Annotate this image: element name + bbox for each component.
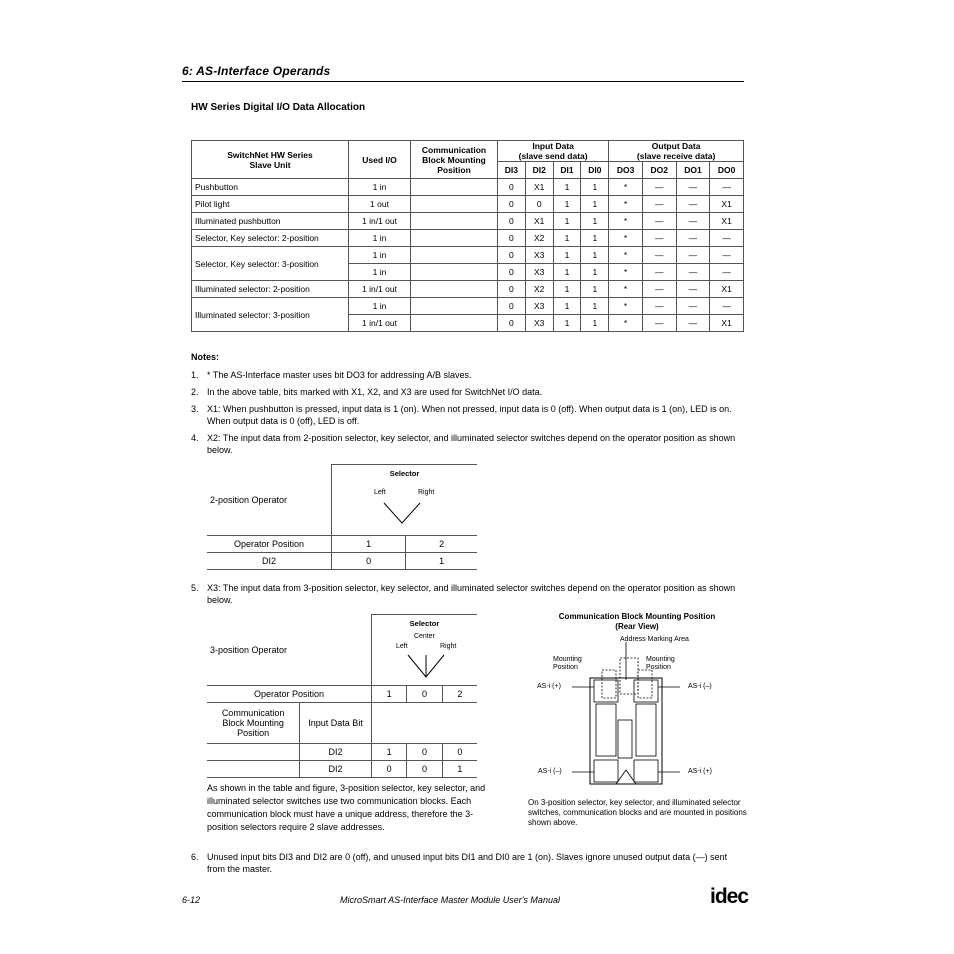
cell-bit: 0 xyxy=(498,179,526,196)
cell-bit: X1 xyxy=(710,196,744,213)
cell-used-io: 1 in/1 out xyxy=(349,315,411,332)
cell-bit: 1 xyxy=(581,230,609,247)
rear-view-diagram xyxy=(560,640,690,790)
header-bit: DI3 xyxy=(498,162,526,179)
header-slave-unit: SwitchNet HW Series Slave Unit xyxy=(192,141,349,179)
position-value: 2 xyxy=(406,536,477,553)
cell-used-io: 1 in xyxy=(349,247,411,264)
cell-bit: * xyxy=(609,196,643,213)
cell-bit: 1 xyxy=(553,196,581,213)
cell-bit: * xyxy=(609,315,643,332)
cell-bit: — xyxy=(642,196,676,213)
cell-used-io: 1 in/1 out xyxy=(349,281,411,298)
cell-bit: X3 xyxy=(525,247,553,264)
cell-slave-unit: Selector, Key selector: 3-position xyxy=(192,247,349,281)
note-text: Unused input bits DI3 and DI2 are 0 (off), and unused input bits DI1 and DI0 are 1 (on). Slaves ignore unused output data (—) sent from the master. xyxy=(207,852,728,874)
table-row xyxy=(192,298,744,315)
note-item xyxy=(191,432,744,458)
cell-used-io: 1 in/1 out xyxy=(349,213,411,230)
cell-bit: 0 xyxy=(498,298,526,315)
cell-comm-block xyxy=(411,230,498,247)
page-number: 6-12 xyxy=(182,895,201,905)
cell-bit: — xyxy=(642,281,676,298)
figure-title: Communication Block Mounting Position (Rear View) xyxy=(558,612,716,631)
two-position-table xyxy=(207,464,477,570)
mounting-left-label: Mounting Position xyxy=(553,656,582,671)
header-output-data: Output Data (slave receive data) xyxy=(609,141,744,162)
cell-bit: 1 xyxy=(553,213,581,230)
cell-bit: 1 xyxy=(581,264,609,281)
cell-bit: — xyxy=(710,264,744,281)
note-text: X1: When pushbutton is pressed, input data is 1 (on). When not pressed, input data is 0 (off). When output data is 1 (on), LED is on. When output data is 0 (off), LED is off. xyxy=(207,404,732,426)
cell-bit: — xyxy=(642,264,676,281)
cell-slave-unit: Illuminated selector: 3-position xyxy=(192,298,349,332)
selector-diagram xyxy=(371,615,477,686)
right-label: Right xyxy=(439,643,457,650)
header-input-data: Input Data (slave send data) xyxy=(498,141,609,162)
cell-bit: X3 xyxy=(525,315,553,332)
header-bit: DI1 xyxy=(553,162,581,179)
selector-diagram xyxy=(332,465,478,536)
cell-bit: — xyxy=(676,281,710,298)
operator-position-label: Operator Position xyxy=(207,536,332,553)
cell-bit: X1 xyxy=(710,213,744,230)
cell-bit: 1 xyxy=(553,264,581,281)
note-number: 1. xyxy=(191,370,199,380)
cell-bit: X1 xyxy=(710,315,744,332)
cell-bit: * xyxy=(609,213,643,230)
comm-block-cell xyxy=(207,744,300,761)
center-label: Center xyxy=(413,633,435,640)
position-value: 0 xyxy=(407,686,442,703)
header-used-io: Used I/O xyxy=(349,141,411,179)
cell-slave-unit: Illuminated pushbutton xyxy=(192,213,349,230)
cell-bit: * xyxy=(609,298,643,315)
bit-value: 0 xyxy=(442,744,477,761)
bit-value: 1 xyxy=(442,761,477,778)
cell-comm-block xyxy=(411,179,498,196)
bit-value: 0 xyxy=(407,761,442,778)
asi-minus-top-label: AS-i (–) xyxy=(688,683,712,690)
cell-bit: * xyxy=(609,264,643,281)
cell-bit: X1 xyxy=(525,179,553,196)
empty-cell xyxy=(371,703,477,744)
cell-bit: 0 xyxy=(498,196,526,213)
header-bit: DO3 xyxy=(609,162,643,179)
cell-bit: — xyxy=(642,315,676,332)
right-label: Right xyxy=(418,489,435,496)
left-label: Left xyxy=(395,643,408,650)
cell-bit: 0 xyxy=(498,213,526,230)
cell-bit: — xyxy=(642,213,676,230)
cell-bit: — xyxy=(676,179,710,196)
note-text: X3: The input data from 3-position selector, key selector, and illuminated selector switches depend on the operator position as shown below. xyxy=(207,583,736,605)
cell-bit: * xyxy=(609,230,643,247)
cell-used-io: 1 in xyxy=(349,230,411,247)
address-area-label: Address Marking Area xyxy=(620,636,689,643)
header-bit: DO2 xyxy=(642,162,676,179)
cell-bit: 0 xyxy=(498,247,526,264)
cell-bit: — xyxy=(710,230,744,247)
cell-bit: — xyxy=(676,264,710,281)
bit-value: 1 xyxy=(371,744,406,761)
cell-comm-block xyxy=(411,213,498,230)
cell-bit: — xyxy=(642,230,676,247)
title-rule xyxy=(182,81,744,82)
bit-value: 0 xyxy=(371,761,406,778)
table-row xyxy=(192,281,744,298)
bit-value: 0 xyxy=(407,744,442,761)
table-row xyxy=(192,230,744,247)
cell-slave-unit: Pushbutton xyxy=(192,179,349,196)
note-number: 3. xyxy=(191,404,199,414)
cell-bit: 1 xyxy=(553,230,581,247)
note-item xyxy=(191,851,744,877)
cell-used-io: 1 in xyxy=(349,264,411,281)
di-value: 1 xyxy=(406,553,477,570)
cell-bit: X3 xyxy=(525,264,553,281)
cell-bit: 0 xyxy=(498,315,526,332)
note-text: * The AS-Interface master uses bit DO3 for addressing A/B slaves. xyxy=(207,370,472,380)
cell-bit: X1 xyxy=(710,281,744,298)
cell-bit: 0 xyxy=(498,264,526,281)
three-position-table xyxy=(207,614,477,778)
header-bit: DI0 xyxy=(581,162,609,179)
table-row xyxy=(192,196,744,213)
cell-bit: 1 xyxy=(553,281,581,298)
di-label: DI2 xyxy=(207,553,332,570)
note-number: 4. xyxy=(191,433,199,443)
note-item xyxy=(191,369,744,383)
table-heading: HW Series Digital I/O Data Allocation xyxy=(191,102,366,113)
cell-bit: X1 xyxy=(525,213,553,230)
note-item xyxy=(191,386,744,400)
cell-bit: X2 xyxy=(525,230,553,247)
header-comm-block: Communication Block Mounting Position xyxy=(411,141,498,179)
notes-label: Notes: xyxy=(191,352,220,362)
operator-label: 2-position Operator xyxy=(207,465,332,536)
position-value: 1 xyxy=(332,536,406,553)
cell-slave-unit: Pilot light xyxy=(192,196,349,213)
cell-bit: 1 xyxy=(581,247,609,264)
cell-bit: — xyxy=(642,247,676,264)
table-row xyxy=(192,179,744,196)
cell-bit: — xyxy=(676,298,710,315)
comm-block-cell xyxy=(207,761,300,778)
cell-bit: 1 xyxy=(581,315,609,332)
input-bit-label: Input Data Bit xyxy=(300,703,372,744)
operator-position-label: Operator Position xyxy=(207,686,371,703)
asi-minus-bottom-label: AS-i (–) xyxy=(538,768,562,775)
cell-bit: 1 xyxy=(581,179,609,196)
bit-label: DI2 xyxy=(300,761,372,778)
cell-slave-unit: Illuminated selector: 2-position xyxy=(192,281,349,298)
cell-bit: X2 xyxy=(525,281,553,298)
io-allocation-table xyxy=(191,140,744,332)
table-row xyxy=(192,247,744,264)
note-item xyxy=(191,582,744,608)
selector-label: Selector xyxy=(389,469,420,478)
three-way-position-icon xyxy=(406,653,446,681)
cell-comm-block xyxy=(411,196,498,213)
cell-bit: * xyxy=(609,247,643,264)
bit-label: DI2 xyxy=(300,744,372,761)
position-value: 2 xyxy=(442,686,477,703)
header-bit: DO0 xyxy=(710,162,744,179)
cell-bit: — xyxy=(710,298,744,315)
cell-comm-block xyxy=(411,264,498,281)
figure-caption: On 3-position selector, key selector, and illuminated selector switches, communication blocks and are mounted in positions shown above. xyxy=(528,798,747,827)
cell-comm-block xyxy=(411,298,498,315)
operator-label: 3-position Operator xyxy=(207,615,371,686)
section-title: 6: AS-Interface Operands xyxy=(182,64,331,78)
cell-bit: 1 xyxy=(553,315,581,332)
footer-title: MicroSmart AS-Interface Master Module User's Manual xyxy=(340,895,560,905)
note-number: 6. xyxy=(191,852,199,862)
cell-bit: 1 xyxy=(553,298,581,315)
cell-bit: 1 xyxy=(581,298,609,315)
cell-bit: 0 xyxy=(498,281,526,298)
cell-bit: — xyxy=(676,247,710,264)
cell-used-io: 1 in xyxy=(349,298,411,315)
asi-plus-bottom-label: AS-i (+) xyxy=(688,768,712,775)
cell-bit: * xyxy=(609,281,643,298)
cell-used-io: 1 out xyxy=(349,196,411,213)
cell-bit: 1 xyxy=(553,179,581,196)
cell-bit: — xyxy=(676,230,710,247)
v-position-icon xyxy=(382,501,422,527)
cell-bit: — xyxy=(676,213,710,230)
cell-bit: 1 xyxy=(553,247,581,264)
note-text: In the above table, bits marked with X1, X2, and X3 are used for SwitchNet I/O data. xyxy=(207,387,543,397)
cell-bit: 0 xyxy=(525,196,553,213)
cell-comm-block xyxy=(411,247,498,264)
idec-logo: idec xyxy=(710,885,749,908)
cell-bit: 1 xyxy=(581,281,609,298)
cell-slave-unit: Selector, Key selector: 2-position xyxy=(192,230,349,247)
comm-block-label: Communication Block Mounting Position xyxy=(207,703,300,744)
position-value: 1 xyxy=(371,686,406,703)
cell-used-io: 1 in xyxy=(349,179,411,196)
note-text: X2: The input data from 2-position selector, key selector, and illuminated selector switches depend on the operator position as shown below. xyxy=(207,433,736,455)
cell-bit: 1 xyxy=(581,213,609,230)
cell-bit: — xyxy=(710,247,744,264)
cell-bit: * xyxy=(609,179,643,196)
selector-label: Selector xyxy=(409,619,440,628)
cell-bit: 0 xyxy=(498,230,526,247)
cell-comm-block xyxy=(411,315,498,332)
cell-bit: — xyxy=(710,179,744,196)
note-number: 2. xyxy=(191,387,199,397)
note-number: 5. xyxy=(191,583,199,593)
cell-bit: — xyxy=(676,196,710,213)
side-paragraph: As shown in the table and figure, 3-position selector, key selector, and illuminated selector switches use two communication blocks. Each communication block must have a unique address, therefore the 3-position selectors require 2 slave addresses. xyxy=(207,783,486,832)
di-value: 0 xyxy=(332,553,406,570)
note-item xyxy=(191,403,744,429)
cell-bit: — xyxy=(642,179,676,196)
header-bit: DI2 xyxy=(525,162,553,179)
mounting-right-label: Mounting Position xyxy=(646,656,675,671)
cell-bit: — xyxy=(676,315,710,332)
left-label: Left xyxy=(374,489,386,496)
cell-bit: 1 xyxy=(581,196,609,213)
cell-comm-block xyxy=(411,281,498,298)
cell-bit: — xyxy=(642,298,676,315)
table-row xyxy=(192,213,744,230)
header-bit: DO1 xyxy=(676,162,710,179)
cell-bit: X3 xyxy=(525,298,553,315)
asi-plus-top-label: AS-i (+) xyxy=(537,683,561,690)
